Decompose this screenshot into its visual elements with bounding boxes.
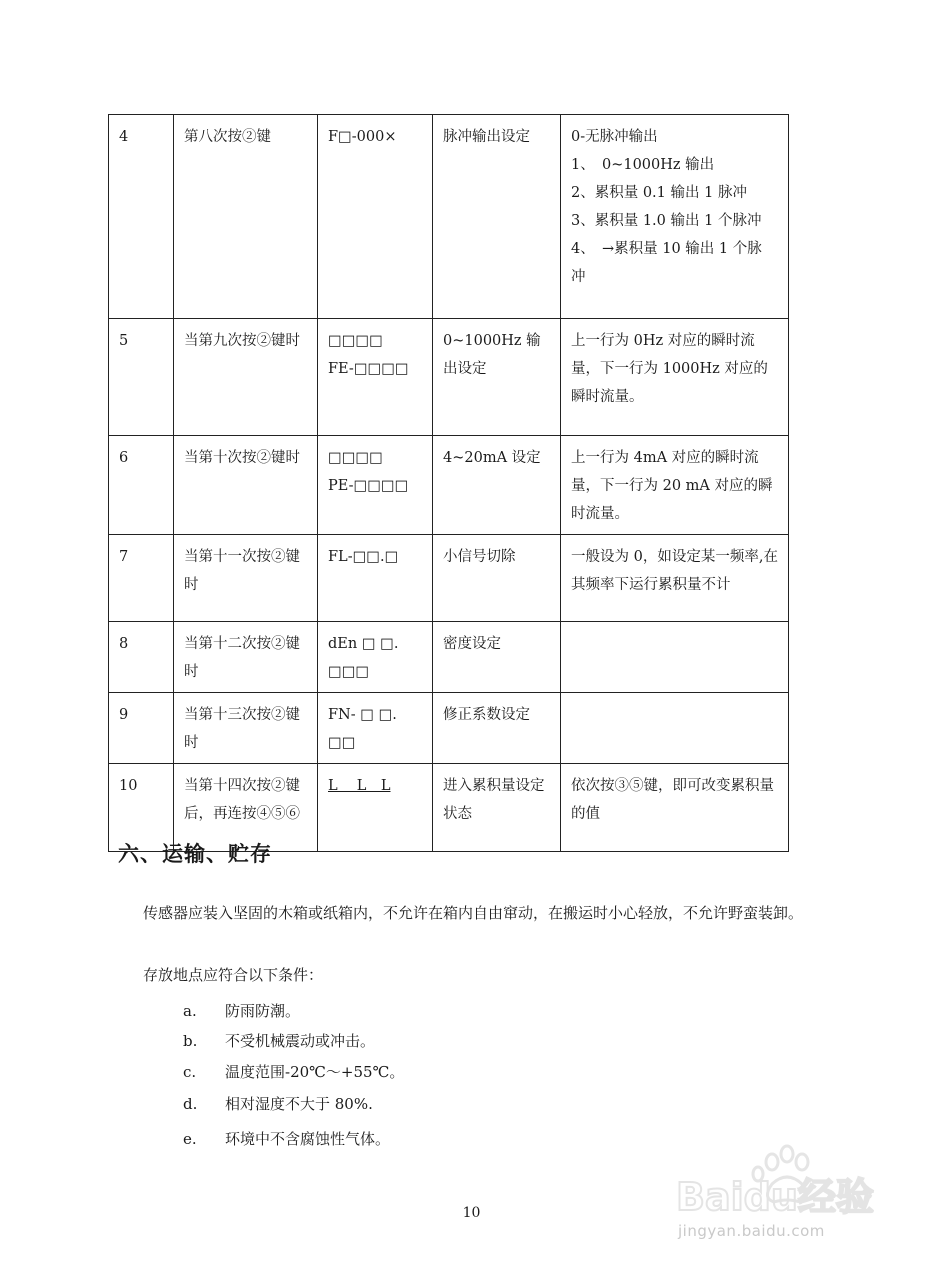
table-row [109,319,789,436]
display-code: □□□□ FE-□□□□ [318,319,433,436]
key-step: 当第十次按②键时 [174,436,318,535]
list-item [183,1058,404,1086]
list-text: 温度范围-20℃～+55℃。 [225,1063,405,1081]
row-number: 7 [109,535,174,622]
display-code: FN- □ □. □□ [318,693,433,764]
list-label: c. [183,1063,197,1081]
key-step: 当第十四次按②键后，再连按④⑤⑥ [174,764,318,852]
description: 上一行为 0Hz 对应的瞬时流量，下一行为 1000Hz 对应的瞬时流量。 [561,319,789,436]
list-label: e. [183,1130,197,1148]
table-row [109,622,789,693]
display-code: L L L [318,764,433,852]
key-step: 第八次按②键 [174,115,318,319]
list-label: d. [183,1095,198,1113]
list-item [183,1090,373,1118]
paragraph: 存放地点应符合以下条件： [143,966,324,984]
function-name: 0~1000Hz 输出设定 [433,319,561,436]
list-item [183,1027,375,1055]
section-title: 六、运输、贮存 [118,842,272,866]
function-name: 4~20mA 设定 [433,436,561,535]
display-code: □□□□ PE-□□□□ [318,436,433,535]
function-name: 进入累积量设定状态 [433,764,561,852]
table-row [109,693,789,764]
description: 上一行为 4mA 对应的瞬时流量，下一行为 20 mA 对应的瞬时流量。 [561,436,789,535]
settings-table [108,114,789,852]
description: 依次按③⑤键，即可改变累积量的值 [561,764,789,852]
display-code: FL-□□.□ [318,535,433,622]
function-name: 修正系数设定 [433,693,561,764]
page-number: 10 [462,1205,481,1221]
watermark-brand: Baidu经验 [676,1175,874,1219]
list-label: a. [183,1002,197,1020]
table-row [109,115,789,319]
list-item [183,997,300,1025]
function-name: 脉冲输出设定 [433,115,561,319]
description: 一般设为 0，如设定某一频率,在其频率下运行累积量不计 [561,535,789,622]
row-number: 4 [109,115,174,319]
list-label: b. [183,1032,198,1050]
key-step: 当第十一次按②键时 [174,535,318,622]
key-step: 当第九次按②键时 [174,319,318,436]
display-code: dEn □ □. □□□ [318,622,433,693]
list-item [183,1125,390,1153]
list-text: 不受机械震动或冲击。 [225,1032,376,1050]
table-row [109,535,789,622]
list-text: 防雨防潮。 [225,1002,301,1020]
list-text: 相对湿度不大于 80%. [225,1095,373,1113]
function-name: 小信号切除 [433,535,561,622]
list-text: 环境中不含腐蚀性气体。 [225,1130,391,1148]
row-number: 5 [109,319,174,436]
key-step: 当第十二次按②键时 [174,622,318,693]
row-number: 6 [109,436,174,535]
paragraph: 传感器应装入坚固的木箱或纸箱内，不允许在箱内自由窜动，在搬运时小心轻放，不允许野蛮装卸。 [143,904,804,922]
description [561,622,789,693]
description [561,693,789,764]
table-row [109,436,789,535]
row-number: 10 [109,764,174,852]
watermark-url: jingyan.baidu.com [678,1222,825,1240]
function-name: 密度设定 [433,622,561,693]
key-step: 当第十三次按②键时 [174,693,318,764]
display-code: F□-000× [318,115,433,319]
row-number: 9 [109,693,174,764]
row-number: 8 [109,622,174,693]
description: 0-无脉冲输出 1、 0~1000Hz 输出 2、累积量 0.1 输出 1 脉冲 3、累积量 1.0 输出 1 个脉冲 4、 →累积量 10 输出 1 个脉 冲 [561,115,789,319]
